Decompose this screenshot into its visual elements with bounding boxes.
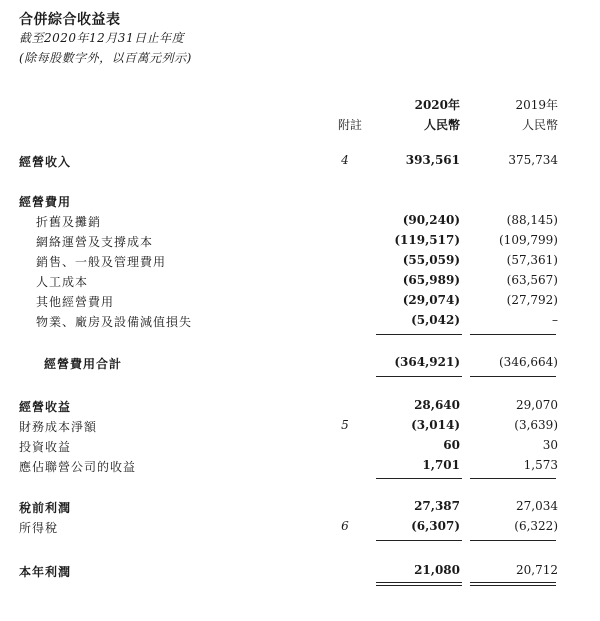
- row-label-profit-for-year: 本年利潤: [19, 565, 72, 579]
- row-value-2019-profit-before-tax: 27,034: [516, 499, 558, 513]
- row-value-2019-depreciation: (88,145): [506, 213, 558, 227]
- subtotal-rule-2020: [376, 334, 462, 335]
- row-note-income-tax: 6: [341, 519, 349, 533]
- final-double-rule-top-2019: [470, 582, 556, 583]
- row-label-operating-profit: 經營收益: [19, 400, 72, 414]
- row-value-2020-profit-before-tax: 27,387: [414, 499, 460, 513]
- row-value-2019-operating-profit: 29,070: [516, 398, 558, 412]
- row-label-personnel-costs: 人工成本: [36, 275, 89, 289]
- row-value-2019-operating-revenue: 375,734: [508, 153, 558, 167]
- row-value-2020-income-tax: (6,307): [411, 519, 460, 533]
- row-label-other-operating-expenses: 其他經營費用: [36, 295, 115, 309]
- statement-units-note: (除每股數字外，以百萬元列示): [19, 51, 192, 65]
- final-double-rule-bottom-2020: [376, 585, 462, 586]
- column-2020-year: 2020年: [414, 98, 460, 112]
- total-rule-2019: [470, 376, 556, 377]
- statement-period: 截至2020年12月31日止年度: [19, 31, 185, 45]
- row-value-2019-net-finance-costs: (3,639): [514, 418, 558, 432]
- row-value-2019-income-tax: (6,322): [514, 519, 558, 533]
- row-label-profit-before-tax: 稅前利潤: [19, 501, 72, 515]
- column-2020-currency: 人民幣: [423, 118, 460, 132]
- row-value-2020-net-finance-costs: (3,014): [411, 418, 460, 432]
- total-rule-2020: [376, 376, 462, 377]
- column-2019-year: 2019年: [515, 98, 558, 112]
- row-value-2020-operating-profit: 28,640: [414, 398, 460, 412]
- row-label-share-of-associates: 應佔聯營公司的收益: [19, 460, 137, 474]
- pretax-rule-2019: [470, 478, 556, 479]
- row-label-network-operations: 網絡運營及支撐成本: [36, 235, 154, 249]
- row-label-depreciation: 折舊及攤銷: [36, 215, 102, 229]
- row-label-total-operating-expenses: 經營費用合計: [44, 357, 123, 371]
- row-value-2020-share-of-associates: 1,701: [422, 458, 460, 472]
- row-value-2019-investment-income: 30: [542, 438, 558, 452]
- row-value-2019-personnel-costs: (63,567): [506, 273, 558, 287]
- row-note-net-finance-costs: 5: [341, 418, 349, 432]
- row-label-operating-revenue: 經營收入: [19, 155, 72, 169]
- row-value-2020-investment-income: 60: [443, 438, 460, 452]
- row-value-2019-profit-for-year: 20,712: [516, 563, 558, 577]
- row-label-net-finance-costs: 財務成本淨額: [19, 420, 98, 434]
- final-double-rule-top-2020: [376, 582, 462, 583]
- row-value-2020-other-operating-expenses: (29,074): [402, 293, 460, 307]
- subtotal-rule-2019: [470, 334, 556, 335]
- row-value-2019-network-operations: (109,799): [499, 233, 558, 247]
- row-value-2019-share-of-associates: 1,573: [523, 458, 558, 472]
- row-label-sga-expenses: 銷售、一般及管理費用: [36, 255, 167, 269]
- row-label-investment-income: 投資收益: [19, 440, 72, 454]
- row-note-operating-revenue: 4: [341, 153, 349, 167]
- row-value-2020-sga-expenses: (55,059): [402, 253, 460, 267]
- row-value-2020-network-operations: (119,517): [394, 233, 460, 247]
- row-label-operating-expenses-heading: 經營費用: [19, 195, 72, 209]
- row-value-2020-operating-revenue: 393,561: [405, 153, 460, 167]
- row-value-2020-profit-for-year: 21,080: [414, 563, 460, 577]
- row-value-2019-total-operating-expenses: (346,664): [499, 355, 558, 369]
- row-label-income-tax: 所得稅: [19, 521, 59, 535]
- row-value-2019-sga-expenses: (57,361): [506, 253, 558, 267]
- row-value-2019-other-operating-expenses: (27,792): [506, 293, 558, 307]
- final-double-rule-bottom-2019: [470, 585, 556, 586]
- row-value-2020-total-operating-expenses: (364,921): [394, 355, 460, 369]
- row-value-2019-impairment-loss: –: [552, 313, 558, 327]
- profit-rule-2020: [376, 540, 462, 541]
- row-value-2020-impairment-loss: (5,042): [411, 313, 460, 327]
- column-2019-currency: 人民幣: [521, 118, 558, 132]
- row-value-2020-depreciation: (90,240): [402, 213, 460, 227]
- row-value-2020-personnel-costs: (65,989): [402, 273, 460, 287]
- pretax-rule-2020: [376, 478, 462, 479]
- statement-title: 合併綜合收益表: [19, 12, 121, 28]
- profit-rule-2019: [470, 540, 556, 541]
- row-label-impairment-loss: 物業、廠房及設備減值損失: [36, 315, 193, 329]
- column-note-header: 附註: [337, 118, 362, 132]
